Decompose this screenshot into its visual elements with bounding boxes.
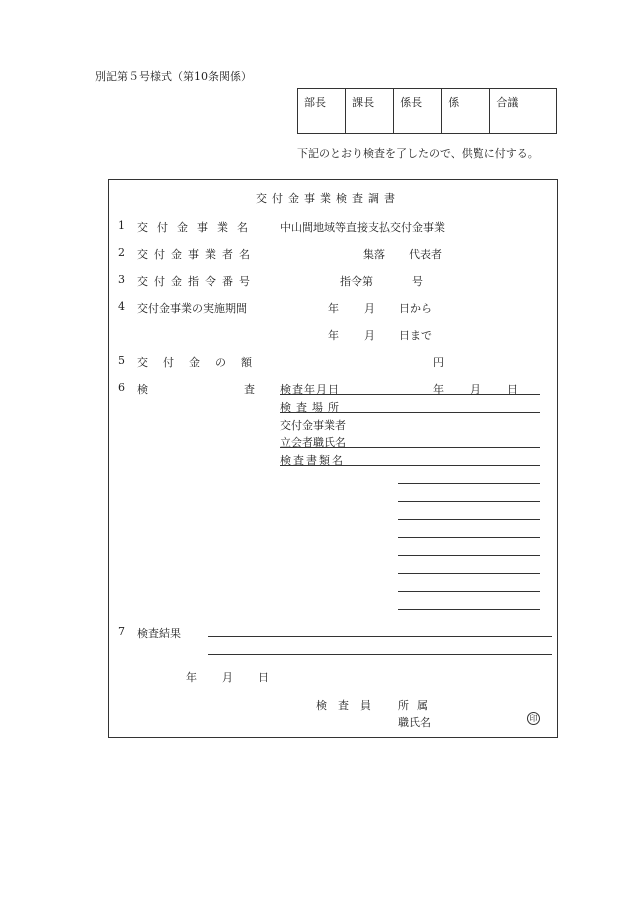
period-to-day: 日まで	[399, 329, 432, 342]
notice-text: 下記のとおり検査を了したので、供覧に付する。	[297, 147, 539, 160]
item-label-5: 交付金の額	[137, 356, 267, 369]
period-from-day: 日から	[399, 302, 432, 315]
item-value-3-shireidai: 指令第	[340, 275, 373, 288]
footer-day: 日	[258, 671, 269, 684]
docs-line-6	[398, 573, 540, 574]
period-to-month: 月	[364, 329, 375, 342]
item-value-5-yen: 円	[433, 356, 444, 369]
inspection-place-underline	[280, 412, 540, 413]
approval-cell-kakari: 係	[442, 89, 490, 133]
inspection-date-day: 日	[507, 383, 518, 396]
docs-line-4	[398, 537, 540, 538]
docs-line-8	[398, 609, 540, 610]
inspection-date-month: 月	[470, 383, 481, 396]
footer-month: 月	[222, 671, 233, 684]
form-title: 交付金事業検査調書	[256, 192, 400, 205]
seal-mark: 印	[527, 712, 540, 725]
item-number-3: 3	[118, 273, 125, 286]
item-value-3-go: 号	[412, 275, 423, 288]
inspection-date-underline	[280, 394, 540, 395]
item-label-2: 交付金事業者名	[137, 248, 256, 261]
item-label-1: 交付金事業名	[137, 221, 257, 234]
result-line-2	[208, 654, 552, 655]
item-number-5: 5	[118, 354, 125, 367]
inspection-docs-label: 検査書類名	[280, 454, 345, 467]
inspection-date-year: 年	[433, 383, 444, 396]
docs-line-7	[398, 591, 540, 592]
item-label-7: 検査結果	[137, 627, 181, 640]
inspection-witness-label: 立会者職氏名	[280, 436, 346, 449]
approval-cell-gogi: 合議	[496, 96, 519, 109]
inspection-place-label: 検査場所	[280, 401, 344, 414]
period-to-year: 年	[328, 329, 339, 342]
inspector-label: 検査員	[316, 699, 382, 712]
docs-line-1	[398, 483, 540, 484]
item-number-6: 6	[118, 381, 125, 394]
footer-year: 年	[186, 671, 197, 684]
item-label-6-ken: 検	[137, 383, 148, 396]
item-value-1: 中山間地域等直接支払交付金事業	[280, 221, 445, 234]
item-number-4: 4	[118, 300, 125, 313]
inspector-name-label: 職氏名	[398, 716, 431, 729]
item-number-7: 7	[118, 625, 125, 638]
item-number-1: 1	[118, 219, 125, 232]
approval-cell-kacho: 課長	[346, 89, 394, 133]
period-from-month: 月	[364, 302, 375, 315]
result-line-1	[208, 636, 552, 637]
item-value-2-shuraku: 集落	[363, 248, 385, 261]
approval-cell-bucho: 部長	[298, 89, 346, 133]
inspection-business-label: 交付金事業者	[280, 419, 346, 432]
item-label-6-sa: 査	[244, 383, 255, 396]
docs-line-2	[398, 501, 540, 502]
period-from-year: 年	[328, 302, 339, 315]
item-label-4: 交付金事業の実施期間	[137, 302, 247, 315]
inspection-date-label: 検査年月日	[280, 383, 340, 396]
item-label-3: 交付金指令番号	[137, 275, 256, 288]
inspection-docs-underline	[280, 465, 540, 466]
item-value-2-daihyo: 代表者	[409, 248, 442, 261]
form-label: 別記第５号様式（第10条関係）	[95, 70, 252, 83]
item-number-2: 2	[118, 246, 125, 259]
docs-line-5	[398, 555, 540, 556]
approval-cell-kakaricho: 係長	[394, 89, 442, 133]
approval-table	[297, 88, 557, 134]
inspection-witness-underline	[280, 447, 540, 448]
inspector-affiliation-label: 所属	[398, 699, 436, 712]
docs-line-3	[398, 519, 540, 520]
